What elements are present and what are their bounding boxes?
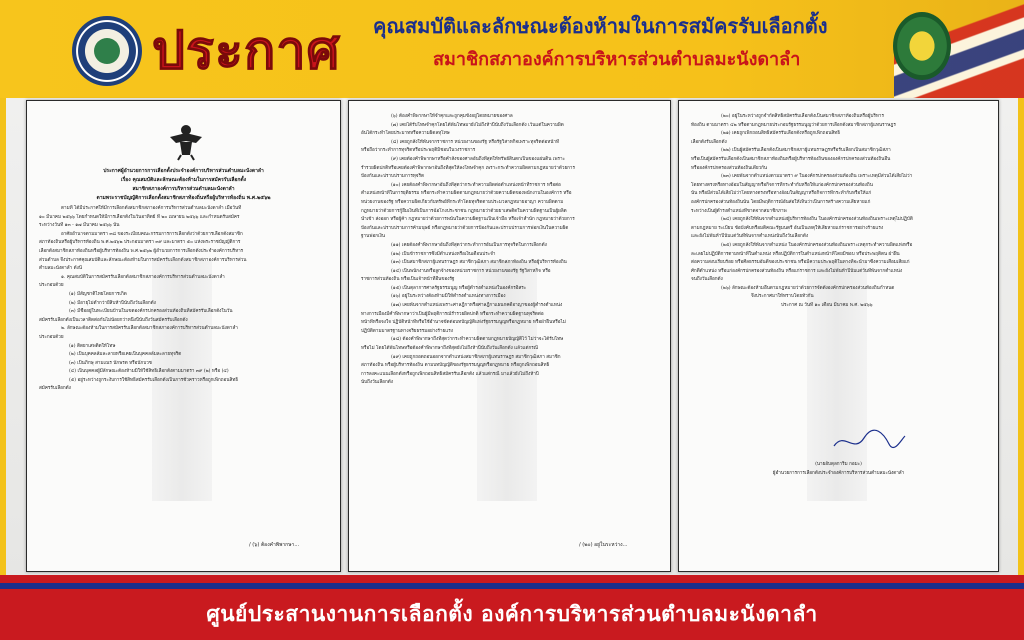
body-line: ตามที่ ได้มีประกาศให้มีการเลือกตั้งสมาชิกสภาองค์การบริหารส่วนตำบลมะนังดาลำ เมื่อวันที่: [61, 206, 242, 211]
body-line: การลงคะแนนเลือกตั้งหรือถูกเพิกถอนสิทธิสมัครรับเลือกตั้ง แล้วแต่กรณี มาแล้วยังไม่ถึงห้าปี: [361, 371, 539, 377]
body-line: สภาท้องถิ่น หรือผู้บริหารท้องถิ่น ตามบทบัญญัติของรัฐธรรมนูญหรือกฎหมาย หรือถูกเพิกถอนสิทธิ: [361, 363, 550, 369]
subtitle-line2: สมาชิกสภาองค์การบริหารส่วนตำบลมะนังดาลำ: [433, 49, 801, 70]
page2-body: [361, 113, 658, 388]
body-line: ประกอบด้วย: [39, 283, 64, 289]
body-line: ราชการส่วนท้องถิ่น หรือเป็นเจ้าหน้าที่อื่นของรัฐ: [361, 277, 455, 283]
body-line: (๒) เป็นบุคคลล้มละลายหรือเคยเป็นบุคคลล้มละลายทุจริต: [69, 352, 182, 358]
body-line: อันได้กระทำโดยประมาทหรือความผิดลหุโทษ: [361, 131, 450, 137]
body-line: ฐานฟอกเงิน: [361, 234, 386, 240]
page1-heading: [47, 167, 320, 203]
election-center-emblem-icon: [893, 12, 951, 80]
heading-line: ประกาศผู้อำนวยการการเลือกตั้งประจำองค์การบริหารส่วนตำบลมะนังดาลำ: [103, 168, 264, 174]
body-line: (๒๑) เคยถูกเพิกถอนสิทธิสมัครรับเลือกตั้งหรือถูกเพิกถอนสิทธิ: [721, 131, 841, 137]
announcement-page-3: [678, 100, 999, 572]
body-line: (๗) เคยได้รับโทษจำคุกโดยได้พ้นโทษมายังไม่ถึงห้าปีนับถึงวันเลือกตั้ง เว้นแต่ในความผิด: [391, 122, 564, 128]
body-line: ประกอบด้วย: [39, 334, 64, 340]
body-line: (๑๘) ต้องคำพิพากษาถึงที่สุดว่ากระทำความผิดตามกฎหมายบัญญัติไว้ ไม่ว่าจะได้รับโทษ: [391, 337, 564, 343]
body-line: สภาท้องถิ่นหรือผู้บริหารท้องถิ่น พ.ศ.๒๕๖๒ ประกอบมาตรา ๓๙ และมาตรา ๕๐ แห่งพระราชบัญญัติการ: [39, 240, 241, 246]
body-line: ๑. คุณสมบัติในการสมัครรับเลือกตั้งสมาชิกสภาองค์การบริหารส่วนตำบลมะนังดาลำ: [61, 274, 225, 280]
body-line: นั้น หรือมีส่วนได้เสียไม่ว่าโดยทางตรงหรือทางอ้อมในสัญญาหรือกิจการที่กระทำกับหรือให้แก่: [691, 191, 872, 197]
footer-text: ศูนย์ประสานงานการเลือกตั้ง องค์การบริหารส่วนตำบลมะนังดาลำ: [206, 602, 818, 626]
body-line: (๘) เคยถูกสั่งให้พ้นจากราชการ หน่วยงานของรัฐ หรือรัฐวิสาหกิจเพราะทุจริตต่อหน้าที่: [391, 139, 560, 145]
body-line: (๒) มีอายุไม่ต่ำกว่ายี่สิบห้าปีนับถึงวันเลือกตั้ง: [69, 300, 156, 306]
body-line: (๒๓) เคยพ้นจากตำแหน่งตามมาตรา ๙ ในองค์กรปกครองส่วนท้องถิ่น เพราะเหตุมีส่วนได้เสียไม่ว่า: [721, 174, 913, 180]
body-line: เลือกตั้งรับเลือกตั้ง: [691, 139, 727, 145]
body-line: (๔) เป็นบุคคลผู้มีลักษณะต้องห้ามมิให้ใช้สิทธิเลือกตั้งตามมาตรา ๓๙ (๒) หรือ (๔): [69, 369, 229, 375]
body-line: สมัครรับเลือกตั้งเป็นเวลาติดต่อกันไม่น้อยกว่าหนึ่งปีนับถึงวันสมัครรับเลือกตั้ง: [39, 317, 188, 323]
body-line: กฎหมายว่าด้วยการกู้ยืมเงินที่เป็นการฉ้อโกงประชาชน กฎหมายว่าด้วยยาเสพติดในความผิดฐานเป็นผู้ผลิต: [361, 208, 567, 214]
body-line: ป้องกันและปราบปรามการค้ามนุษย์ หรือกฎหมายว่าด้วยการป้องกันและปราบปรามการฟอกเงินในความผิด: [361, 225, 569, 231]
body-line: หรือไม่ โดยได้พ้นโทษหรือต้องคำพิพากษาถึงที่สุดยังไม่ถึงห้าปีนับถึงวันเลือกตั้ง แล้วแต่กรณี: [361, 346, 538, 352]
body-line: โดยทางตรงหรือทางอ้อมในสัญญาหรือกิจการที่กระทำกับหรือให้แก่องค์กรปกครองส่วนท้องถิ่น: [691, 182, 873, 188]
body-line: และยังไม่พ้นห้าปีนับแต่วันที่พ้นจากตำแหน่งนับถึงวันเลือกตั้ง: [691, 234, 809, 240]
body-line: (๑๑) เคยต้องคำพิพากษาอันถึงที่สุดว่ากระทำการอันเป็นการทุจริตในการเลือกตั้ง: [391, 242, 547, 248]
body-line: ต่อความสงบเรียบร้อย หรือศีลธรรมอันดีของประชาชน หรือมีความประพฤติในทางที่จะนำมาซึ่งความเสื่อมเสียแก่: [691, 260, 910, 266]
body-line: ๒. ลักษณะต้องห้ามในการสมัครรับเลือกตั้งสมาชิกสภาองค์การบริหารส่วนตำบลมะนังดาลำ: [61, 326, 238, 332]
body-line: (๑๓) เป็นสมาชิกสภาผู้แทนราษฎร สมาชิกวุฒิสภา สมาชิกสภาท้องถิ่น หรือผู้บริหารท้องถิ่น: [391, 260, 567, 266]
body-line: สมัครรับเลือกตั้ง: [39, 386, 71, 392]
page1-body: [39, 205, 328, 394]
body-line: นำเข้า ส่งออก หรือผู้ค้า กฎหมายว่าด้วยการพนันในความผิดฐานเป็นเจ้ามือ หรือเจ้าสำนัก กฎหมายว่าด้วยการ: [361, 217, 575, 223]
body-line: (๑๔) เป็นพนักงานหรือลูกจ้างของหน่วยราชการ หน่วยงานของรัฐ รัฐวิสาหกิจ หรือ: [391, 268, 551, 274]
tambon-seal-icon: [72, 16, 142, 86]
body-line: ท้องถิ่น ตามมาตรา ๔๒ หรือตามกฎหมายประกอบรัฐธรรมนูญว่าด้วยการเลือกตั้งสมาชิกสภาผู้แทนราษฎร: [691, 122, 896, 128]
body-line: (๕) อยู่ระหว่างถูกระงับการใช้สิทธิสมัครรับเลือกตั้งเป็นการชั่วคราวหรือถูกเพิกถอนสิทธิ: [69, 377, 239, 383]
body-line: (๑) มีสัญชาติไทยโดยการเกิด: [69, 291, 127, 297]
heading-line: สมาชิกสภาองค์การบริหารส่วนตำบลมะนังดาลำ: [132, 186, 235, 192]
body-line: (๓) เป็นภิกษุ สามเณร นักพรต หรือนักบวช: [69, 360, 152, 366]
body-line: (๖) ต้องคำพิพากษาให้จำคุกและถูกคุมขังอยู่โดยหมายของศาล: [391, 114, 513, 119]
body-line: จนถึงวันเลือกตั้ง: [691, 277, 723, 283]
body-line: (๙) เคยต้องคำพิพากษาหรือคำสั่งของศาลอันถึงที่สุดให้ทรัพย์สินตกเป็นของแผ่นดิน เพราะ: [391, 156, 566, 162]
body-line: ตำบลมะนังดาลำ ดังนี้: [39, 266, 82, 272]
body-line: ตำแหน่งหน้าที่ในการยุติธรรม หรือกระทำความผิดตามกฎหมายว่าด้วยความผิดของพนักงานในองค์การ หรือ: [361, 191, 572, 197]
body-line: ระหว่างเป็นผู้ดำรงตำแหน่งที่ขาดจากสมาชิกภาพ: [691, 208, 787, 214]
body-line: (๑๒) เป็นข้าราชการซึ่งมีตำแหน่งหรือเงินเดือนประจำ: [391, 251, 496, 257]
signer-name: (นายอับดุลการิม กอมะ): [815, 462, 862, 467]
body-line: จึงประกาศมาให้ทราบโดยทั่วกัน: [751, 294, 814, 300]
heading-line: ตามพระราชบัญญัติการเลือกตั้งสมาชิกสภาท้องถิ่นหรือผู้บริหารท้องถิ่น พ.ศ.๒๕๖๒: [96, 195, 271, 201]
body-line: (๒๕) เคยถูกสั่งให้พ้นจากตำแหน่ง ในองค์กรปกครองส่วนท้องถิ่นเพราะเหตุกระทำความผิดแห่งหรือ: [721, 242, 913, 248]
body-line: องค์กรปกครองส่วนท้องถิ่นนั้น โดยมีพฤติการณ์อันส่อให้เห็นว่าเป็นการสร้างความเสียหายแก่: [691, 199, 871, 205]
body-line: ทางการเมืองมีคำพิพากษาว่าเป็นผู้มีพฤติการณ์ร่ำรวยผิดปกติ หรือกระทำความผิดฐานทุจริตต่อ: [361, 311, 544, 317]
body-line: (๒๐) อยู่ในระหว่างถูกจำกัดสิทธิสมัครรับเลือกตั้งเป็นสมาชิกสภาท้องถิ่นหรือผู้บริหาร: [721, 114, 884, 119]
body-line: ป้องกันและปราบปรามการทุจริต: [361, 174, 424, 180]
page-continuation: / (๖) ต้องคำพิพากษา...: [249, 542, 300, 548]
body-line: ประกาศ ณ วันที่ ๑๐ เดือน มีนาคม พ.ศ. ๒๕๖๖: [781, 303, 873, 309]
body-line: (๑๐) เคยต้องคำพิพากษาอันถึงที่สุดว่ากระทำความผิดต่อตำแหน่งหน้าที่ราชการ หรือต่อ: [391, 182, 561, 188]
signature-icon: [829, 426, 909, 456]
body-line: ตามกฎหมาย ระเบียบ ข้อบังคับหรือมติคณะรัฐมนตรี อันเป็นเหตุให้เสียหายแก่ราชการอย่างร้ายแรง: [691, 225, 884, 231]
body-line: หรือเป็นผู้สมัครรับเลือกตั้งเป็นสมาชิกสภาท้องถิ่นหรือผู้บริหารท้องถิ่นขององค์กรปกครองส่วนท้องถิ่นอื่น: [691, 156, 891, 162]
page3-body: [691, 113, 986, 311]
body-line: (๑๖) อยู่ในระหว่างต้องห้ามมิให้ดำรงตำแหน่งทางการเมือง: [391, 294, 506, 300]
signer-title: ผู้อำนวยการการเลือกตั้งประจำองค์การบริหารส่วนตำบลมะนังดาลำ: [772, 470, 905, 476]
body-line: (๓) มีชื่ออยู่ในทะเบียนบ้านในเขตองค์กรปกครองส่วนท้องถิ่นที่สมัครรับเลือกตั้งในวัน: [69, 309, 233, 315]
body-line: หน่วยงานของรัฐ หรือความผิดเกี่ยวกับทรัพย์ที่กระทำโดยทุจริตตามประมวลกฎหมายอาญา ความผิดตาม: [361, 199, 564, 205]
body-line: หรือถือว่ากระทำการทุจริตหรือประพฤติมิชอบในวงราชการ: [361, 148, 476, 154]
page-continuation: / (๒๐) อยู่ในระหว่าง...: [579, 542, 628, 548]
body-line: ร่ำรวยผิดปกติหรือเคยต้องคำพิพากษาอันถึงที่สุดให้ลงโทษจำคุก เพราะกระทำความผิดตามกฎหมายว่าด้วยการ: [361, 165, 575, 171]
signer-block: [691, 461, 986, 478]
announcement-page-2: [348, 100, 671, 572]
body-line: ๑๐ มีนาคม ๒๕๖๖ โดยกำหนดให้มีการเลือกตั้งในวันอาทิตย์ ที่ ๒๐ เมษายน ๒๕๖๖ และกำหนดรับสมัคร: [39, 214, 240, 220]
body-line: (๒๖) ลักษณะต้องห้ามอื่นตามกฎหมายว่าด้วยการจัดตั้งองค์กรปกครองส่วนท้องถิ่นกำหนด: [721, 285, 895, 291]
body-line: ส่วนตำบล จึงประกาศคุณสมบัติและลักษณะต้องห้ามในการสมัครรับเลือกตั้งสมาชิกสภาองค์การบริหารส่วน: [39, 257, 247, 263]
body-line: (๒๔) เคยถูกสั่งให้พ้นจากตำแหน่งผู้บริหารท้องถิ่น ในองค์กรปกครองส่วนท้องถิ่นเพราะเหตุไม่ปฏิบัติ: [721, 217, 913, 223]
body-line: หรือองค์กรปกครองส่วนท้องถิ่นเดียวกัน: [691, 165, 768, 171]
body-line: ปฏิบัติตามมาตรฐานทางจริยธรรมอย่างร้ายแรง: [361, 328, 453, 334]
heading-line: เรื่อง คุณสมบัติและลักษณะต้องห้ามในการสมัครรับเลือกตั้ง: [120, 177, 247, 183]
body-line: อาศัยอำนาจตามมาตรา ๓๘ ของระเบียบคณะกรรมการการเลือกตั้งว่าด้วยการเลือกตั้งสมาชิก: [61, 231, 243, 237]
announcement-page-1: [26, 100, 341, 572]
footer-red-stripe: [0, 575, 1024, 583]
body-line: หน้าที่หรือจงใจ ปฏิบัติหน้าที่หรือใช้อำนาจขัดต่อบทบัญญัติแห่งรัฐธรรมนูญหรือกฎหมาย หรือฝ่าฝืนหรือไม่: [361, 320, 566, 326]
body-line: นับถึงวันเลือกตั้ง: [361, 380, 393, 386]
body-line: ศักดิ์ตำแหน่ง หรือแก่องค์กรปกครองส่วนท้องถิ่น หรือแก่ราชการ และยังไม่พ้นห้าปีนับแต่วันที่พ้นจากตำแหน่ง: [691, 268, 903, 274]
body-line: ระหว่างวันที่ ๑๓ - ๑๗ มีนาคม ๒๕๖๖ นั้น: [39, 223, 120, 229]
page-title: ประกาศ: [152, 20, 341, 81]
body-line: ละเลยไม่ปฏิบัติการตามหน้าที่ในตำแหน่ง หรือปฏิบัติการในตำแหน่งหน้าที่โดยมิชอบ หรือประพฤติตน ฝ่าฝืน: [691, 251, 900, 257]
body-line: (๑๕) เป็นตุลาการศาลรัฐธรรมนูญ หรือผู้ดำรงตำแหน่งในองค์กรอิสระ: [391, 285, 527, 291]
body-line: (๑๙) เคยถูกถอดถอนออกจากตำแหน่งสมาชิกสภาผู้แทนราษฎร สมาชิกวุฒิสภา สมาชิก: [391, 354, 561, 360]
subtitle-line1: คุณสมบัติและลักษณะต้องห้ามในการสมัครรับเลือกตั้ง: [373, 14, 828, 38]
body-line: เลือกตั้งสมาชิกสภาท้องถิ่นหรือผู้บริหารท้องถิ่น พ.ศ.๒๕๖๒ ผู้อำนวยการการเลือกตั้งประจำองค์การบริหาร: [39, 248, 244, 254]
body-line: (๒๒) เป็นผู้สมัครรับเลือกตั้งเป็นสมาชิกสภาผู้แทนราษฎรหรือรับเลือกเป็นสมาชิกวุฒิสภา: [721, 148, 891, 154]
body-line: (๑) ติดยาเสพติดให้โทษ: [69, 343, 116, 349]
body-line: (๑๗) เคยพ้นจากตำแหน่งเพราะศาลฎีกาหรือศาลฎีกาแผนกคดีอาญาของผู้ดำรงตำแหน่ง: [391, 303, 563, 309]
garuda-emblem-icon: [166, 121, 206, 161]
